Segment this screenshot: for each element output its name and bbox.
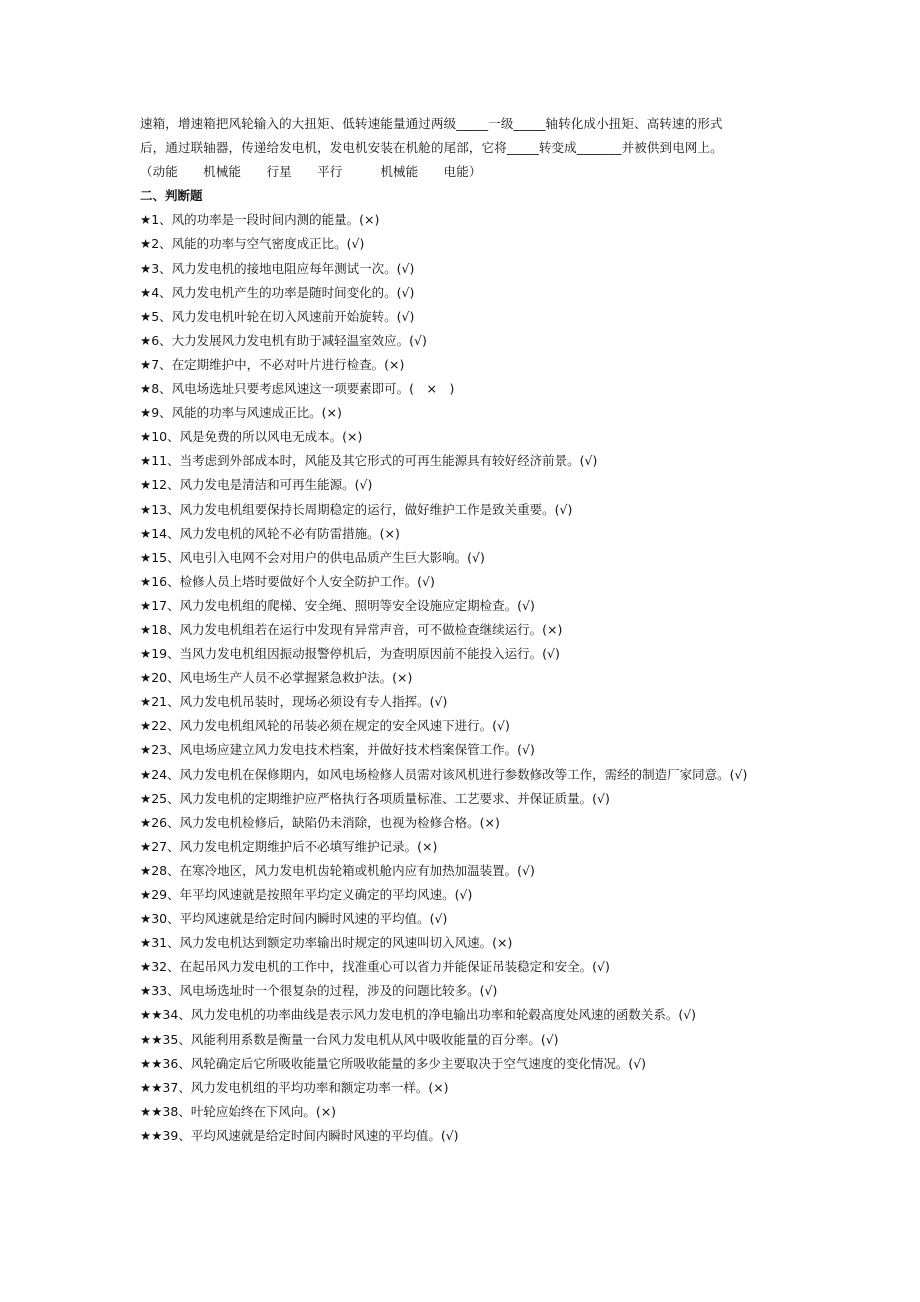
question-item: ★10、风是免费的所以风电无成本。(×) xyxy=(140,429,363,445)
question-item: ★2、风能的功率与空气密度成正比。(√) xyxy=(140,236,365,252)
question-item: ★29、年平均风速就是按照年平均定义确定的平均风速。(√) xyxy=(140,887,473,902)
question-item: ★★38、叶轮应始终在下风向。(×) xyxy=(140,1103,337,1119)
question-item: ★33、风电场选址时一个很复杂的过程，涉及的问题比较多。(√) xyxy=(140,983,498,999)
question-item: ★1、风的功率是一段时间内测的能量。(×) xyxy=(140,212,380,228)
question-item: ★23、风电场应建立风力发电技术档案，并做好技术档案保管工作。(√) xyxy=(140,742,535,758)
question-item: ★30、平均风速就是给定时间内瞬时风速的平均值。(√) xyxy=(140,911,448,927)
question-item: ★★34、风力发电机的功率曲线是表示风力发电机的净电输出功率和轮毂高度处风速的函数关系。(√) xyxy=(140,1007,697,1023)
question-item: ★12、风力发电是清洁和可再生能源。(√) xyxy=(140,477,373,493)
question-item: ★★36、风轮确定后它所吸收能量它所吸收能量的多少主要取决于空气速度的变化情况。(√) xyxy=(140,1055,647,1071)
question-item: ★4、风力发电机产生的功率是随时间变化的。(√) xyxy=(140,284,415,300)
question-item: ★27、风力发电机定期维护后不必填写维护记录。(×) xyxy=(140,838,438,854)
document-page xyxy=(140,112,790,1148)
question-item: ★14、风力发电机的风轮不必有防雷措施。(×) xyxy=(140,525,400,541)
question-item: ★5、风力发电机叶轮在切入风速前开始旋转。(√) xyxy=(140,308,415,324)
question-item: ★26、风力发电机检修后，缺陷仍未消除，也视为检修合格。(×) xyxy=(140,814,500,830)
question-item: ★18、风力发电机组若在运行中发现有异常声音，可不做检查继续运行。(×) xyxy=(140,621,563,637)
intro-line-1: 速箱，增速箱把风轮输入的大扭矩、低转速能量通过两级_____一级_____轴转化成小扭矩、高转速的形式 xyxy=(140,116,723,131)
question-item: ★15、风电引入电网不会对用户的供电品质产生巨大影响。(√) xyxy=(140,549,485,565)
question-item: ★7、在定期维护中，不必对叶片进行检查。(×) xyxy=(140,356,405,372)
question-item: ★19、当风力发电机组因振动报警停机后，为查明原因前不能投入运行。(√) xyxy=(140,646,560,662)
question-item: ★20、风电场生产人员不必掌握紧急救护法。(×) xyxy=(140,670,413,686)
section-title: 二、判断题 xyxy=(140,188,203,204)
question-item: ★32、在起吊风力发电机的工作中，找准重心可以省力并能保证吊装稳定和安全。(√) xyxy=(140,959,610,975)
question-item: ★28、在寒冷地区，风力发电机齿轮箱或机舱内应有加热加温装置。(√) xyxy=(140,862,535,878)
question-item: ★9、风能的功率与风速成正比。(×) xyxy=(140,405,342,421)
question-item: ★25、风力发电机的定期维护应严格执行各项质量标准、工艺要求、并保证质量。(√) xyxy=(140,790,610,806)
question-item: ★24、风力发电机在保修期内，如风电场检修人员需对该风机进行参数修改等工作，需经的制造厂家同意。(√) xyxy=(140,766,748,782)
question-item: ★16、检修人员上塔时要做好个人安全防护工作。(√) xyxy=(140,573,435,589)
question-item: ★6、大力发展风力发电机有助于减轻温室效应。(√) xyxy=(140,332,427,348)
question-item: ★3、风力发电机的接地电阻应每年测试一次。(√) xyxy=(140,260,415,276)
question-item: ★21、风力发电机吊装时，现场必须设有专人指挥。(√) xyxy=(140,694,448,710)
intro-options-line: （动能 机械能 行星 平行 机械能 电能） xyxy=(140,164,482,180)
question-item: ★31、风力发电机达到额定功率输出时规定的风速叫切入风速。(×) xyxy=(140,935,513,951)
question-item: ★13、风力发电机组要保持长周期稳定的运行，做好维护工作是致关重要。(√) xyxy=(140,501,573,517)
question-item: ★11、当考虑到外部成本时，风能及其它形式的可再生能源具有较好经济前景。(√) xyxy=(140,453,598,469)
question-item: ★★39、平均风速就是给定时间内瞬时风速的平均值。(√) xyxy=(140,1127,459,1143)
question-item: ★17、风力发电机组的爬梯、安全绳、照明等安全设施应定期检查。(√) xyxy=(140,597,535,613)
question-item: ★22、风力发电机组风轮的吊装必须在规定的安全风速下进行。(√) xyxy=(140,718,510,734)
question-item: ★★37、风力发电机组的平均功率和额定功率一样。(×) xyxy=(140,1079,449,1095)
question-item: ★8、风电场选址只要考虑风速这一项要素即可。( × ) xyxy=(140,381,455,397)
intro-line-2: 后，通过联轴器，传递给发电机，发电机安装在机舱的尾部，它将_____转变成_______并被供到电网上。 xyxy=(140,140,723,156)
question-item: ★★35、风能利用系数是衡量一台风力发电机从风中吸收能量的百分率。(√) xyxy=(140,1031,559,1047)
